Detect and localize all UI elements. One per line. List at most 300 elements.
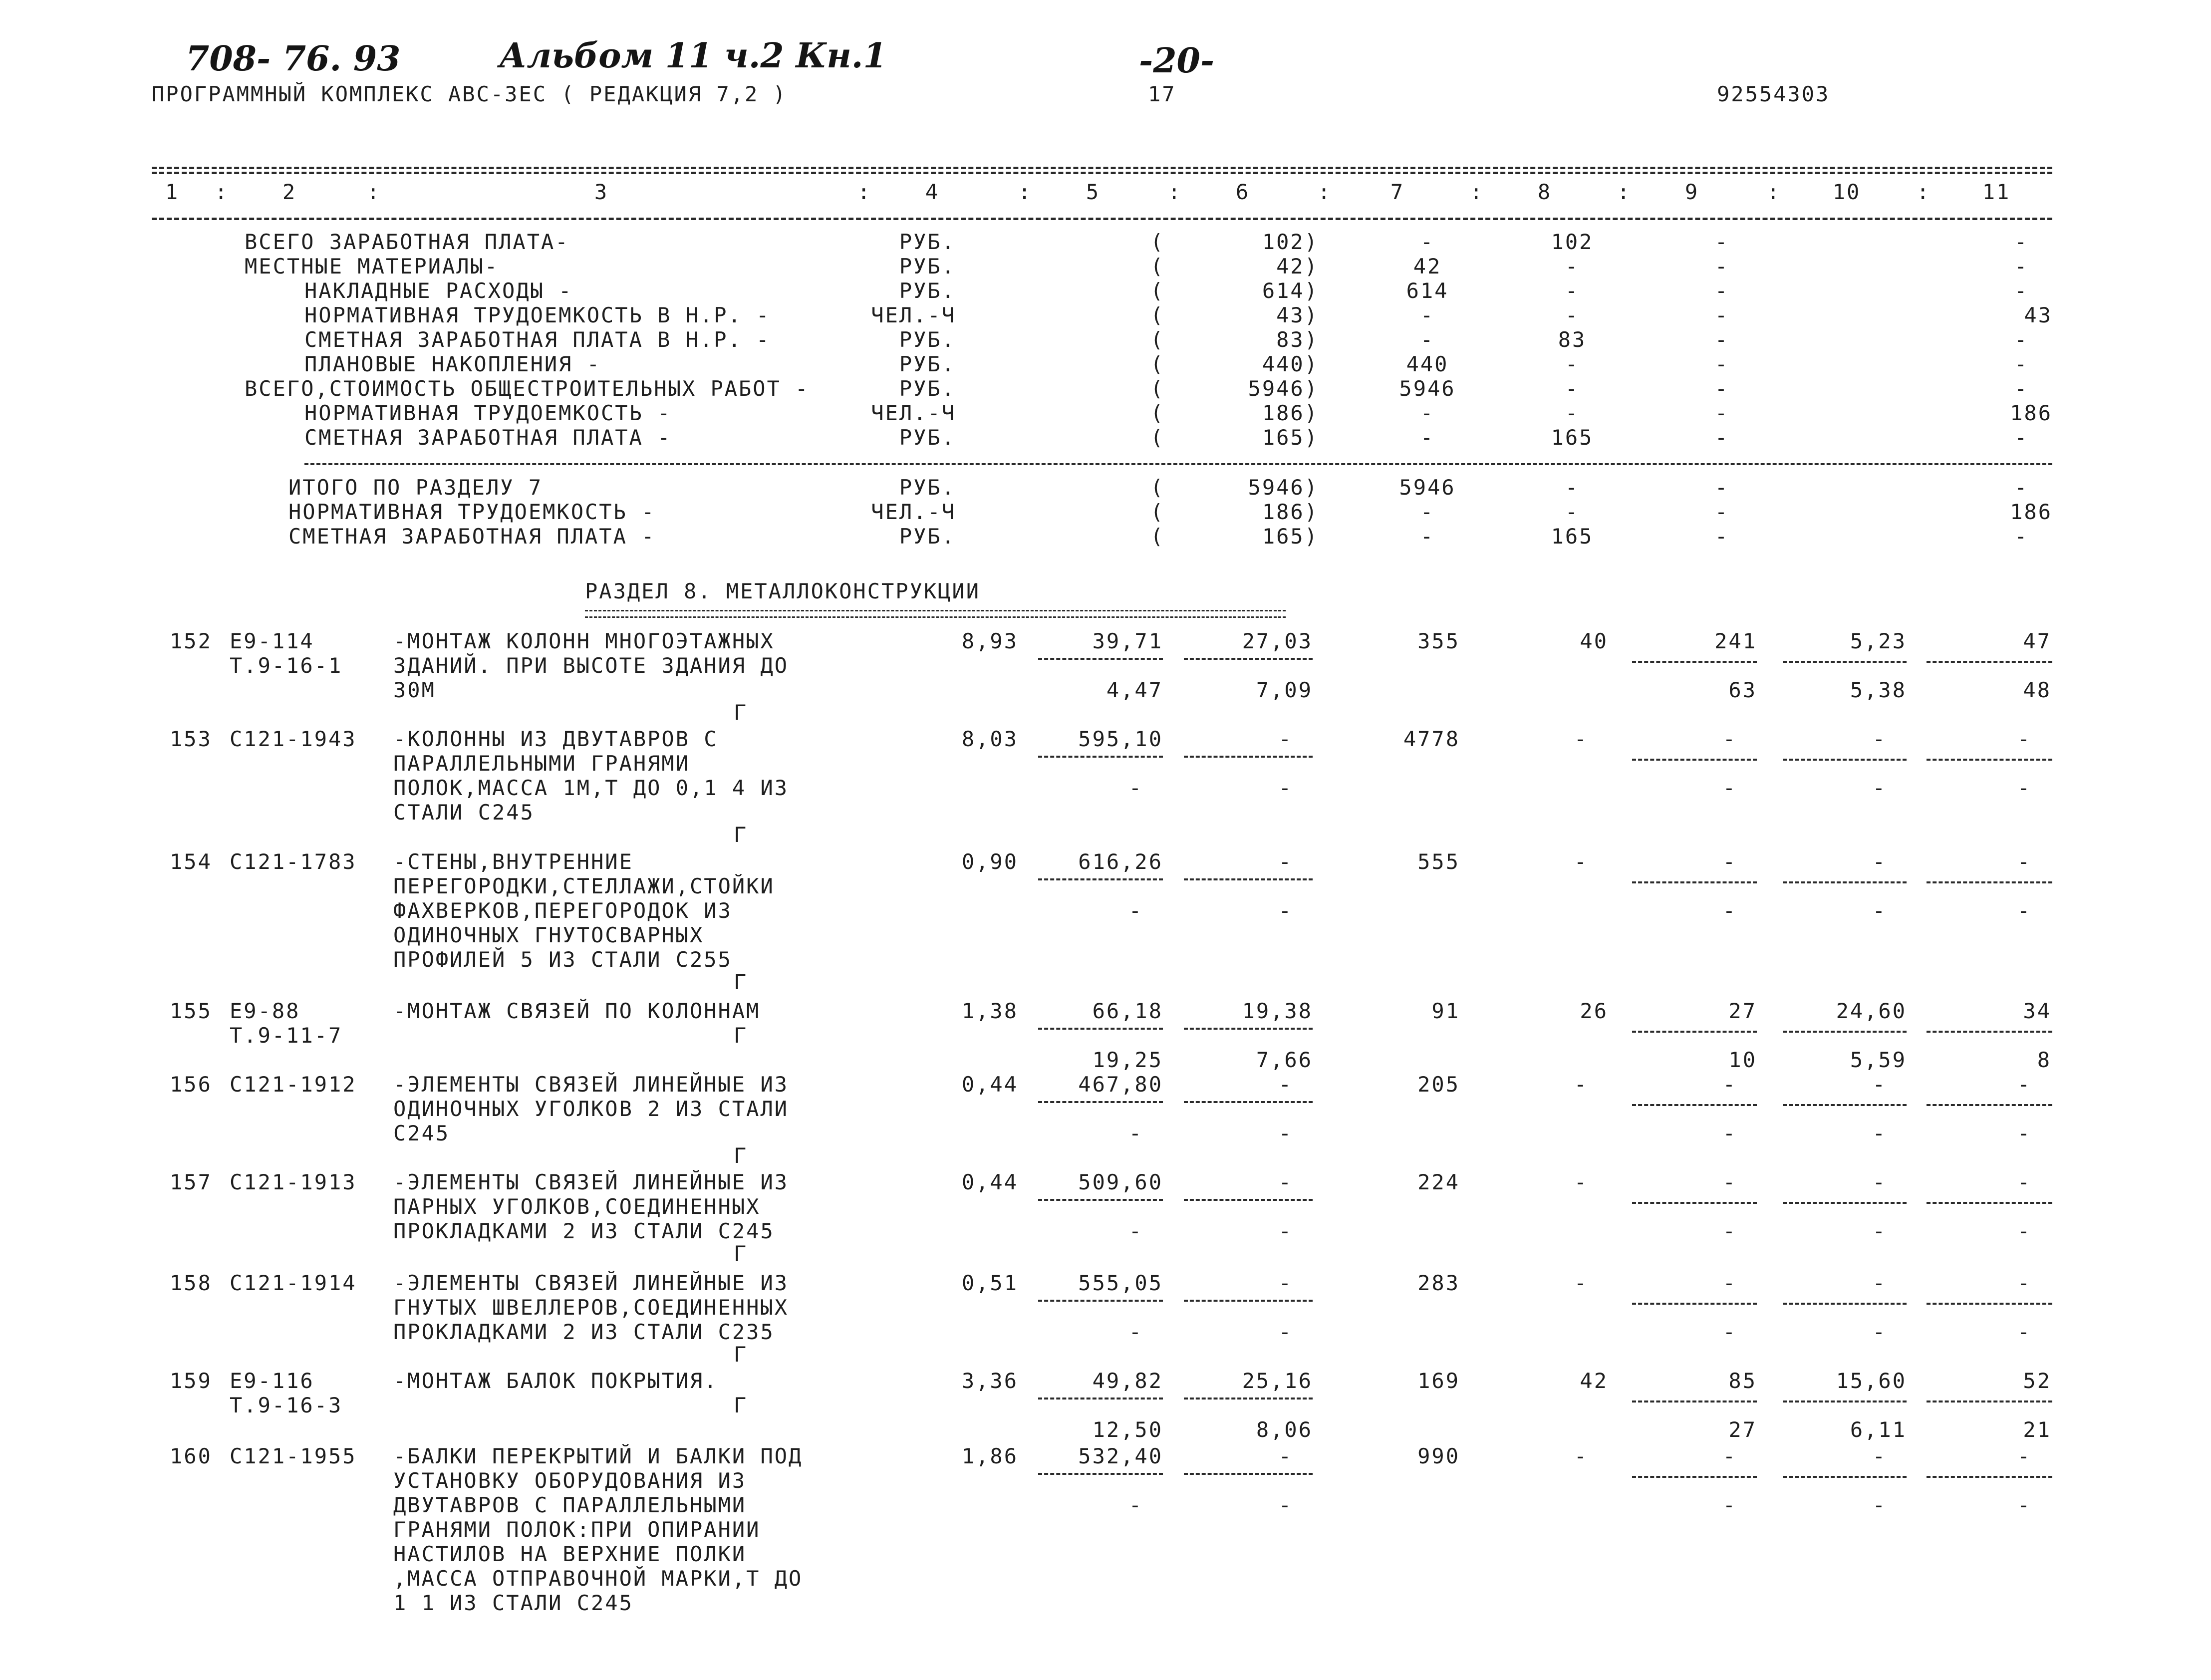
summary-label: НАКЛАДНЫЕ РАСХОДЫ -: [304, 279, 573, 303]
item-c6-bottom: -: [1278, 898, 1293, 923]
item-description: ПАРАЛЛЕЛЬНЫМИ ГРАНЯМИ: [393, 751, 690, 776]
item-description: -МОНТАЖ БАЛОК ПОКРЫТИЯ.: [393, 1369, 718, 1393]
c6-underline: [1184, 1199, 1313, 1201]
document-number: 92554303: [1717, 82, 1830, 106]
summary-c8: 83: [1558, 327, 1587, 352]
item-c5-bottom: 4,47: [1106, 678, 1163, 702]
item-c6: 19,38: [1242, 999, 1313, 1023]
summary-c6: 165): [1262, 524, 1319, 549]
item-number: 155: [170, 999, 212, 1023]
item-c4: 8,93: [961, 629, 1018, 653]
summary-paren: (: [1150, 279, 1165, 303]
item-description: ОДИНОЧНЫХ ГНУТОСВАРНЫХ: [393, 923, 704, 947]
item-c10-bottom: -: [1872, 1219, 1887, 1243]
c11-underline: [1927, 759, 2052, 761]
item-c8: -: [1574, 1072, 1588, 1097]
c9-underline: [1632, 881, 1757, 883]
summary-c6: 43): [1276, 303, 1319, 327]
c6-underline: [1184, 878, 1313, 880]
item-description: ГРАНЯМИ ПОЛОК:ПРИ ОПИРАНИИ: [393, 1517, 761, 1542]
summary-c6: 186): [1262, 500, 1319, 524]
summary-c6: 614): [1262, 279, 1319, 303]
column-header-7: 7: [1390, 180, 1405, 204]
c9-underline: [1632, 759, 1757, 761]
item-code: С121-1914: [230, 1271, 357, 1295]
c10-underline: [1783, 661, 1907, 663]
item-description: 30М: [393, 678, 436, 702]
c9-underline: [1632, 661, 1757, 663]
summary-c11: 186: [2010, 401, 2052, 425]
item-c10: 24,60: [1836, 999, 1907, 1023]
c11-underline: [1927, 661, 2052, 663]
item-c6: 25,16: [1242, 1369, 1313, 1393]
c11-underline: [1927, 881, 2052, 883]
summary-paren: (: [1150, 327, 1165, 352]
item-c6-bottom: -: [1278, 776, 1293, 800]
column-header-6: 6: [1235, 180, 1250, 204]
summary-c9: -: [1714, 279, 1729, 303]
item-number: 154: [170, 849, 212, 874]
item-description: ФАХВЕРКОВ,ПЕРЕГОРОДОК ИЗ: [393, 898, 732, 923]
item-description: СТАЛИ С245: [393, 800, 535, 825]
item-c6: -: [1278, 1072, 1293, 1097]
summary-c9: -: [1714, 254, 1729, 279]
item-c10-bottom: 5,59: [1850, 1048, 1907, 1072]
column-separator: :: [857, 180, 872, 204]
header-rule-top-2: [152, 172, 2052, 174]
c10-underline: [1783, 1476, 1907, 1478]
item-c8: -: [1574, 1444, 1588, 1468]
column-separator: :: [1318, 180, 1332, 204]
item-c7: 990: [1417, 1444, 1460, 1468]
item-c10-bottom: 5,38: [1850, 678, 1907, 702]
item-c10: -: [1872, 1072, 1887, 1097]
column-separator: :: [215, 180, 229, 204]
item-c5-bottom: 12,50: [1092, 1417, 1163, 1442]
item-description: ПОЛОК,МАССА 1М,Т ДО 0,1 4 ИЗ: [393, 776, 789, 800]
summary-label: ПЛАНОВЫЕ НАКОПЛЕНИЯ -: [304, 352, 601, 376]
summary-label: НОРМАТИВНАЯ ТРУДОЕМКОСТЬ В Н.Р. -: [304, 303, 771, 327]
c6-underline: [1184, 658, 1313, 660]
summary-c8: 165: [1551, 425, 1594, 450]
summary-c9: -: [1714, 524, 1729, 549]
item-c11-bottom: -: [2017, 776, 2031, 800]
item-c10: -: [1872, 727, 1887, 751]
item-c10: 15,60: [1836, 1369, 1907, 1393]
summary-unit: РУБ.: [899, 230, 956, 254]
item-c6: -: [1278, 727, 1293, 751]
summary-label: ВСЕГО ЗАРАБОТНАЯ ПЛАТА-: [245, 230, 569, 254]
summary-c6: 165): [1262, 425, 1319, 450]
summary-c8: -: [1565, 401, 1580, 425]
c9-underline: [1632, 1303, 1757, 1305]
summary-paren: (: [1150, 303, 1165, 327]
item-c11-bottom: -: [2017, 1320, 2031, 1344]
item-description: ПРОКЛАДКАМИ 2 ИЗ СТАЛИ С235: [393, 1320, 775, 1344]
item-description: -МОНТАЖ СВЯЗЕЙ ПО КОЛОННАМ: [393, 999, 761, 1023]
item-description: ОДИНОЧНЫХ УГОЛКОВ 2 ИЗ СТАЛИ: [393, 1097, 789, 1121]
c6-underline: [1184, 1101, 1313, 1103]
summary-c7: -: [1420, 500, 1435, 524]
summary-c9: -: [1714, 500, 1729, 524]
item-description: С245: [393, 1121, 450, 1145]
item-c5: 467,80: [1078, 1072, 1163, 1097]
item-number: 159: [170, 1369, 212, 1393]
summary-c7: -: [1420, 401, 1435, 425]
item-c9-bottom: 27: [1728, 1417, 1757, 1442]
summary-c8: -: [1565, 352, 1580, 376]
item-c7: 555: [1417, 849, 1460, 874]
item-c9-bottom: -: [1722, 1493, 1737, 1517]
item-c6: 27,03: [1242, 629, 1313, 653]
item-c11: 47: [2023, 629, 2051, 653]
item-number: 152: [170, 629, 212, 653]
item-description: ГНУТЫХ ШВЕЛЛЕРОВ,СОЕДИНЕННЫХ: [393, 1295, 789, 1320]
item-c6-bottom: -: [1278, 1121, 1293, 1145]
item-c9-bottom: 63: [1728, 678, 1757, 702]
item-c8: -: [1574, 727, 1588, 751]
summary-paren: (: [1150, 500, 1165, 524]
item-c11-bottom: -: [2017, 1219, 2031, 1243]
item-c6: -: [1278, 1444, 1293, 1468]
item-c7: 283: [1417, 1271, 1460, 1295]
item-c9: -: [1722, 1444, 1737, 1468]
item-c7: 205: [1417, 1072, 1460, 1097]
item-mark: Г: [734, 700, 748, 725]
item-c10-bottom: -: [1872, 898, 1887, 923]
item-c7: 224: [1417, 1170, 1460, 1194]
column-header-9: 9: [1684, 180, 1699, 204]
item-c4: 3,36: [961, 1369, 1018, 1393]
item-description: ПРОФИЛЕЙ 5 ИЗ СТАЛИ С255: [393, 947, 732, 972]
section-title: РАЗДЕЛ 8. МЕТАЛЛОКОНСТРУКЦИИ: [585, 579, 981, 603]
item-c11: -: [2017, 1444, 2031, 1468]
item-description: НАСТИЛОВ НА ВЕРХНИЕ ПОЛКИ: [393, 1542, 747, 1566]
c11-underline: [1927, 1303, 2052, 1305]
item-c6-bottom: 8,06: [1256, 1417, 1313, 1442]
c11-underline: [1927, 1031, 2052, 1033]
item-c8: -: [1574, 849, 1588, 874]
item-description: -ЭЛЕМЕНТЫ СВЯЗЕЙ ЛИНЕЙНЫЕ ИЗ: [393, 1072, 789, 1097]
summary-c8: 165: [1551, 524, 1594, 549]
summary-unit: РУБ.: [899, 376, 956, 401]
c9-underline: [1632, 1031, 1757, 1033]
item-c4: 0,44: [961, 1170, 1018, 1194]
item-c10-bottom: -: [1872, 776, 1887, 800]
item-c7: 355: [1417, 629, 1460, 653]
c6-underline: [1184, 1028, 1313, 1030]
item-c8: -: [1574, 1271, 1588, 1295]
item-c9: -: [1722, 727, 1737, 751]
item-c11: -: [2017, 1271, 2031, 1295]
c6-underline: [1184, 756, 1313, 758]
summary-unit: РУБ.: [899, 524, 956, 549]
c9-underline: [1632, 1400, 1757, 1402]
summary-label: СМЕТНАЯ ЗАРАБОТНАЯ ПЛАТА -: [288, 524, 656, 549]
item-description: УСТАНОВКУ ОБОРУДОВАНИЯ ИЗ: [393, 1468, 747, 1493]
item-c8: 26: [1580, 999, 1608, 1023]
summary-label: СМЕТНАЯ ЗАРАБОТНАЯ ПЛАТА -: [304, 425, 672, 450]
summary-c7: -: [1420, 303, 1435, 327]
item-c6: -: [1278, 1170, 1293, 1194]
c5-underline: [1038, 1028, 1163, 1030]
column-separator: :: [1018, 180, 1033, 204]
item-c5: 595,10: [1078, 727, 1163, 751]
item-c5: 66,18: [1092, 999, 1163, 1023]
item-mark: Г: [734, 1393, 748, 1417]
c9-underline: [1632, 1202, 1757, 1204]
summary-c11: -: [2014, 352, 2029, 376]
page-number-print: 17: [1148, 82, 1176, 106]
summary-c9: -: [1714, 376, 1729, 401]
summary-c6: 42): [1276, 254, 1319, 279]
summary-paren: (: [1150, 230, 1165, 254]
summary-unit: ЧЕЛ.-Ч: [871, 303, 956, 327]
summary-c11: -: [2014, 279, 2029, 303]
item-code-secondary: Т.9-16-1: [230, 653, 343, 678]
c10-underline: [1783, 1104, 1907, 1106]
summary-unit: РУБ.: [899, 327, 956, 352]
summary-label: ИТОГО ПО РАЗДЕЛУ 7: [288, 475, 543, 500]
summary-paren: (: [1150, 254, 1165, 279]
item-c11: -: [2017, 849, 2031, 874]
c5-underline: [1038, 878, 1163, 880]
summary-c11: -: [2014, 376, 2029, 401]
c9-underline: [1632, 1104, 1757, 1106]
item-c5: 49,82: [1092, 1369, 1163, 1393]
item-code: Е9-114: [230, 629, 314, 653]
item-c11: -: [2017, 1072, 2031, 1097]
item-code: С121-1943: [230, 727, 357, 751]
item-number: 158: [170, 1271, 212, 1295]
item-c9-bottom: -: [1722, 898, 1737, 923]
summary-c11: -: [2014, 327, 2029, 352]
item-code-secondary: Т.9-16-3: [230, 1393, 343, 1417]
item-c5: 555,05: [1078, 1271, 1163, 1295]
item-c6-bottom: 7,66: [1256, 1048, 1313, 1072]
item-c9-bottom: -: [1722, 1121, 1737, 1145]
c11-underline: [1927, 1104, 2052, 1106]
item-description: -МОНТАЖ КОЛОНН МНОГОЭТАЖНЫХ: [393, 629, 775, 653]
column-header-1: 1: [165, 180, 180, 204]
item-c5: 616,26: [1078, 849, 1163, 874]
item-c4: 0,44: [961, 1072, 1018, 1097]
c11-underline: [1927, 1400, 2052, 1402]
summary-c6: 102): [1262, 230, 1319, 254]
summary-c9: -: [1714, 475, 1729, 500]
item-description: ПАРНЫХ УГОЛКОВ,СОЕДИНЕННЫХ: [393, 1194, 761, 1219]
column-separator: :: [1168, 180, 1182, 204]
item-description: -БАЛКИ ПЕРЕКРЫТИЙ И БАЛКИ ПОД: [393, 1444, 803, 1468]
item-c7: 91: [1431, 999, 1460, 1023]
c10-underline: [1783, 881, 1907, 883]
item-number: 153: [170, 727, 212, 751]
c11-underline: [1927, 1202, 2052, 1204]
summary-c7: -: [1420, 524, 1435, 549]
item-c8: 42: [1580, 1369, 1608, 1393]
item-code-secondary: Т.9-11-7: [230, 1023, 343, 1048]
c6-underline: [1184, 1300, 1313, 1302]
item-code: С121-1912: [230, 1072, 357, 1097]
summary-label: МЕСТНЫЕ МАТЕРИАЛЫ-: [245, 254, 499, 279]
summary-c8: -: [1565, 303, 1580, 327]
c6-underline: [1184, 1473, 1313, 1475]
column-header-11: 11: [1982, 180, 2011, 204]
summary-unit: ЧЕЛ.-Ч: [871, 401, 956, 425]
item-c5-bottom: -: [1128, 1121, 1143, 1145]
item-c5: 39,71: [1092, 629, 1163, 653]
c5-underline: [1038, 658, 1163, 660]
summary-c8: -: [1565, 376, 1580, 401]
item-mark: Г: [734, 1143, 748, 1168]
summary-c7: -: [1420, 327, 1435, 352]
summary-c7: 5946: [1399, 475, 1456, 500]
item-c8: -: [1574, 1170, 1588, 1194]
summary-c7: 614: [1406, 279, 1449, 303]
summary-c7: 42: [1413, 254, 1442, 279]
item-c5-bottom: -: [1128, 898, 1143, 923]
item-c9-bottom: -: [1722, 776, 1737, 800]
summary-c11: -: [2014, 425, 2029, 450]
item-c6-bottom: -: [1278, 1219, 1293, 1243]
item-c5-bottom: 19,25: [1092, 1048, 1163, 1072]
summary-c8: -: [1565, 475, 1580, 500]
column-header-10: 10: [1832, 180, 1861, 204]
c5-underline: [1038, 1101, 1163, 1103]
summary-c8: -: [1565, 254, 1580, 279]
item-c6: -: [1278, 1271, 1293, 1295]
item-c5: 509,60: [1078, 1170, 1163, 1194]
item-c10: 5,23: [1850, 629, 1907, 653]
summary-label: СМЕТНАЯ ЗАРАБОТНАЯ ПЛАТА В Н.Р. -: [304, 327, 771, 352]
item-c5-bottom: -: [1128, 776, 1143, 800]
item-c11-bottom: 48: [2023, 678, 2051, 702]
summary-c11: -: [2014, 254, 2029, 279]
item-c10: -: [1872, 849, 1887, 874]
item-description: ПРОКЛАДКАМИ 2 ИЗ СТАЛИ С245: [393, 1219, 775, 1243]
item-c11-bottom: 21: [2023, 1417, 2051, 1442]
summary-paren: (: [1150, 401, 1165, 425]
summary-unit: РУБ.: [899, 254, 956, 279]
item-c7: 4778: [1403, 727, 1460, 751]
item-mark: Г: [734, 1023, 748, 1048]
item-c5-bottom: -: [1128, 1219, 1143, 1243]
item-description: -ЭЛЕМЕНТЫ СВЯЗЕЙ ЛИНЕЙНЫЕ ИЗ: [393, 1271, 789, 1295]
column-header-8: 8: [1537, 180, 1552, 204]
item-c9: -: [1722, 1271, 1737, 1295]
item-c7: 169: [1417, 1369, 1460, 1393]
item-c10-bottom: -: [1872, 1121, 1887, 1145]
summary-c9: -: [1714, 401, 1729, 425]
c9-underline: [1632, 1476, 1757, 1478]
item-c4: 0,90: [961, 849, 1018, 874]
summary-c9: -: [1714, 303, 1729, 327]
item-description: 1 1 ИЗ СТАЛИ С245: [393, 1591, 633, 1615]
summary-c7: -: [1420, 230, 1435, 254]
c10-underline: [1783, 759, 1907, 761]
c10-underline: [1783, 1202, 1907, 1204]
item-description: ЗДАНИЙ. ПРИ ВЫСОТЕ ЗДАНИЯ ДО: [393, 653, 789, 678]
item-c6-bottom: 7,09: [1256, 678, 1313, 702]
item-mark: Г: [734, 1342, 748, 1367]
item-c10: -: [1872, 1271, 1887, 1295]
item-description: -СТЕНЫ,ВНУТРЕННИЕ: [393, 849, 633, 874]
item-c10-bottom: -: [1872, 1320, 1887, 1344]
summary-label: НОРМАТИВНАЯ ТРУДОЕМКОСТЬ -: [288, 500, 656, 524]
column-separator: :: [1470, 180, 1484, 204]
summary-paren: (: [1150, 524, 1165, 549]
item-mark: Г: [734, 970, 748, 994]
summary-c7: 5946: [1399, 376, 1456, 401]
item-c9: 27: [1728, 999, 1757, 1023]
section-title-underline: [585, 610, 1286, 618]
summary-paren: (: [1150, 352, 1165, 376]
album-label: Альбом 11 ч.2 Кн.1: [499, 36, 887, 76]
summary-c9: -: [1714, 352, 1729, 376]
program-title: ПРОГРАММНЫЙ КОМПЛЕКС АВС-ЗЕС ( РЕДАКЦИЯ 7,2 ): [152, 82, 787, 106]
item-c11-bottom: -: [2017, 898, 2031, 923]
item-c11: -: [2017, 727, 2031, 751]
item-c9-bottom: -: [1722, 1320, 1737, 1344]
summary-label: НОРМАТИВНАЯ ТРУДОЕМКОСТЬ -: [304, 401, 672, 425]
item-c10-bottom: 6,11: [1850, 1417, 1907, 1442]
item-c5: 532,40: [1078, 1444, 1163, 1468]
summary-c9: -: [1714, 230, 1729, 254]
item-c11-bottom: -: [2017, 1493, 2031, 1517]
summary-c6: 83): [1276, 327, 1319, 352]
item-number: 156: [170, 1072, 212, 1097]
column-separator: :: [367, 180, 381, 204]
item-c4: 1,38: [961, 999, 1018, 1023]
summary-divider: [304, 463, 2052, 465]
item-c11-bottom: 8: [2037, 1048, 2051, 1072]
item-c10: -: [1872, 1444, 1887, 1468]
c5-underline: [1038, 1473, 1163, 1475]
summary-c6: 186): [1262, 401, 1319, 425]
c5-underline: [1038, 1398, 1163, 1400]
column-header-2: 2: [282, 180, 297, 204]
c10-underline: [1783, 1303, 1907, 1305]
item-c5-bottom: -: [1128, 1320, 1143, 1344]
summary-c6: 5946): [1248, 475, 1319, 500]
item-c6-bottom: -: [1278, 1493, 1293, 1517]
item-code: С121-1913: [230, 1170, 357, 1194]
column-separator: :: [1617, 180, 1632, 204]
item-description: -КОЛОННЫ ИЗ ДВУТАВРОВ С: [393, 727, 718, 751]
c5-underline: [1038, 1199, 1163, 1201]
item-number: 157: [170, 1170, 212, 1194]
item-description: ,МАССА ОТПРАВОЧНОЙ МАРКИ,Т ДО: [393, 1566, 803, 1591]
item-c10-bottom: -: [1872, 1493, 1887, 1517]
c10-underline: [1783, 1031, 1907, 1033]
summary-unit: РУБ.: [899, 279, 956, 303]
item-c10: -: [1872, 1170, 1887, 1194]
summary-paren: (: [1150, 376, 1165, 401]
item-c11: -: [2017, 1170, 2031, 1194]
item-c9-bottom: 10: [1728, 1048, 1757, 1072]
summary-unit: ЧЕЛ.-Ч: [871, 500, 956, 524]
summary-label: ВСЕГО,СТОИМОСТЬ ОБЩЕСТРОИТЕЛЬНЫХ РАБОТ -: [245, 376, 810, 401]
page-number-handwritten: -20-: [1139, 41, 1215, 81]
item-number: 160: [170, 1444, 212, 1468]
summary-c8: 102: [1551, 230, 1594, 254]
column-separator: :: [1767, 180, 1781, 204]
summary-unit: РУБ.: [899, 425, 956, 450]
item-c11: 52: [2023, 1369, 2051, 1393]
summary-c11: 186: [2010, 500, 2052, 524]
item-code: Е9-116: [230, 1369, 314, 1393]
summary-c7: 440: [1406, 352, 1449, 376]
